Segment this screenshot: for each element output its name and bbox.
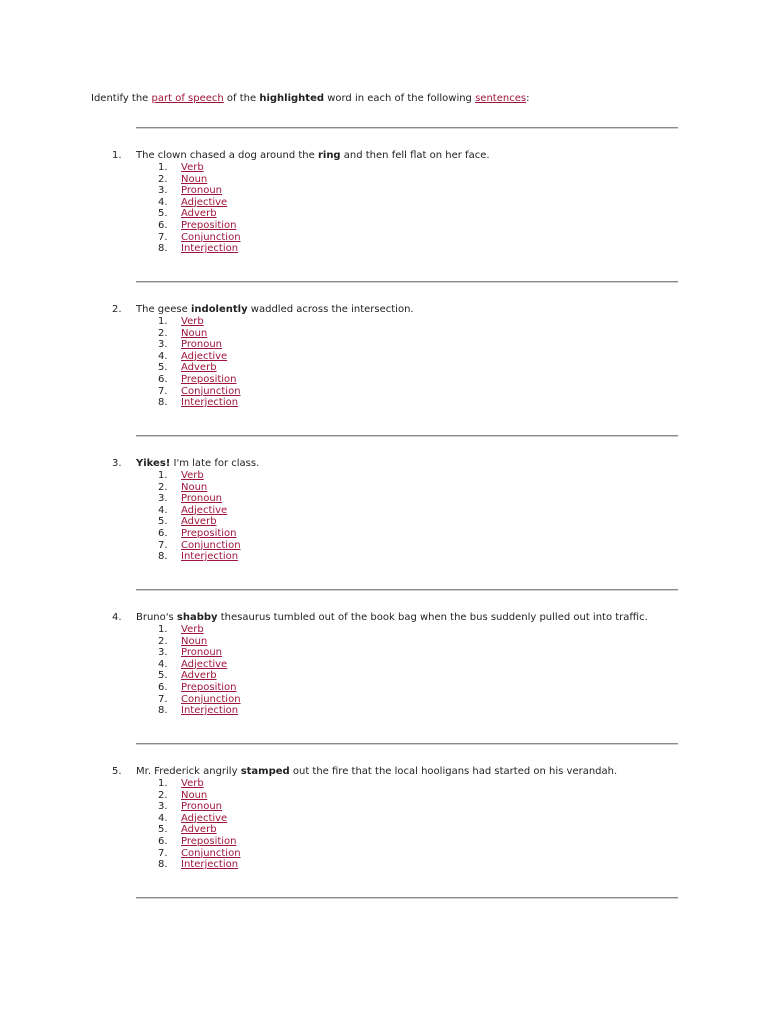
- highlighted-word: Yikes!: [136, 458, 171, 469]
- option-link-adverb[interactable]: Adverb: [181, 516, 217, 528]
- option-number: 8.: [158, 397, 168, 409]
- question-number: 1.: [112, 150, 122, 161]
- option-number: 7.: [158, 693, 168, 705]
- option-number: 5.: [158, 208, 168, 220]
- option-link-interjection[interactable]: Interjection: [181, 551, 239, 563]
- instructions-prefix: Identify the: [91, 93, 152, 104]
- sentence-before: The clown chased a dog around the: [136, 150, 318, 161]
- question-sentence: [136, 766, 617, 778]
- question-sentence: [136, 150, 490, 162]
- option-link-conjunction[interactable]: Conjunction: [181, 385, 241, 397]
- option-link-interjection[interactable]: Interjection: [181, 859, 239, 871]
- option-number: 2.: [158, 635, 168, 647]
- question-sentence: [136, 458, 259, 470]
- question-sentence: [136, 304, 414, 316]
- option-link-adverb[interactable]: Adverb: [181, 362, 217, 374]
- sentence-after: waddled across the intersection.: [247, 304, 414, 315]
- option-number: 5.: [158, 670, 168, 682]
- divider: [136, 127, 678, 129]
- instructions-suffix: :: [526, 93, 530, 104]
- option-number: 1.: [158, 624, 168, 635]
- option-link-noun[interactable]: Noun: [181, 789, 208, 801]
- sentence-before: Bruno's: [136, 612, 177, 623]
- option-number: 6.: [158, 220, 168, 231]
- option-number: 5.: [158, 362, 168, 374]
- option-link-verb[interactable]: Verb: [181, 778, 204, 789]
- option-link-pronoun[interactable]: Pronoun: [181, 801, 222, 813]
- option-number: 2.: [158, 173, 168, 185]
- option-number: 1.: [158, 470, 168, 481]
- option-number: 4.: [158, 812, 168, 824]
- option-number: 5.: [158, 824, 168, 836]
- option-number: 7.: [158, 539, 168, 551]
- instructions-mid2: word in each of the following: [324, 93, 476, 104]
- option-link-pronoun[interactable]: Pronoun: [181, 493, 222, 505]
- option-number: 8.: [158, 859, 168, 871]
- question-number: 5.: [112, 766, 122, 777]
- option-link-conjunction[interactable]: Conjunction: [181, 231, 241, 243]
- sentences-link[interactable]: sentences: [475, 93, 527, 104]
- option-number: 4.: [158, 504, 168, 516]
- question-number: 3.: [112, 458, 122, 469]
- part-of-speech-link[interactable]: part of speech: [151, 93, 224, 104]
- option-number: 3.: [158, 647, 168, 659]
- option-number: 3.: [158, 339, 168, 351]
- option-number: 7.: [158, 231, 168, 243]
- highlighted-word: ring: [317, 150, 341, 161]
- instructions-mid1: of the: [223, 93, 260, 104]
- question-number: 4.: [112, 612, 122, 623]
- option-number: 3.: [158, 493, 168, 505]
- option-number: 6.: [158, 836, 168, 847]
- sentence-before: The geese: [136, 304, 191, 315]
- sentence-after: and then fell flat on her face.: [340, 150, 490, 161]
- option-link-adjective[interactable]: Adjective: [181, 350, 228, 362]
- option-number: 2.: [158, 481, 168, 493]
- option-link-verb[interactable]: Verb: [181, 470, 204, 481]
- option-link-noun[interactable]: Noun: [181, 481, 208, 493]
- highlighted-word: indolently: [190, 304, 248, 315]
- option-link-verb[interactable]: Verb: [181, 316, 204, 327]
- highlighted-word: stamped: [240, 766, 290, 777]
- option-number: 4.: [158, 350, 168, 362]
- option-link-interjection[interactable]: Interjection: [181, 397, 239, 409]
- option-link-pronoun[interactable]: Pronoun: [181, 185, 222, 197]
- option-link-adjective[interactable]: Adjective: [181, 196, 228, 208]
- option-link-verb[interactable]: Verb: [181, 162, 204, 173]
- option-number: 4.: [158, 196, 168, 208]
- divider: [136, 435, 678, 437]
- sentence-after: I'm late for class.: [170, 458, 260, 469]
- sentence-before: Mr. Frederick angrily: [136, 766, 241, 777]
- option-link-preposition[interactable]: Preposition: [181, 220, 237, 231]
- option-number: 3.: [158, 185, 168, 197]
- option-link-adverb[interactable]: Adverb: [181, 824, 217, 836]
- option-link-noun[interactable]: Noun: [181, 327, 208, 339]
- option-link-noun[interactable]: Noun: [181, 173, 208, 185]
- option-link-conjunction[interactable]: Conjunction: [181, 847, 241, 859]
- option-number: 7.: [158, 385, 168, 397]
- divider: [136, 589, 678, 591]
- option-link-pronoun[interactable]: Pronoun: [181, 647, 222, 659]
- option-link-conjunction[interactable]: Conjunction: [181, 539, 241, 551]
- option-link-adverb[interactable]: Adverb: [181, 670, 217, 682]
- question-number: 2.: [112, 304, 122, 315]
- option-link-pronoun[interactable]: Pronoun: [181, 339, 222, 351]
- option-number: 2.: [158, 789, 168, 801]
- option-number: 3.: [158, 801, 168, 813]
- instructions: [91, 93, 529, 105]
- highlighted-word: shabby: [176, 612, 218, 623]
- highlighted-word-label: highlighted: [259, 93, 325, 104]
- option-link-adjective[interactable]: Adjective: [181, 504, 228, 516]
- option-link-preposition[interactable]: Preposition: [181, 836, 237, 847]
- option-number: 1.: [158, 778, 168, 789]
- divider: [136, 897, 678, 899]
- option-link-verb[interactable]: Verb: [181, 624, 204, 635]
- question-sentence: [136, 612, 648, 624]
- option-link-preposition[interactable]: Preposition: [181, 528, 237, 539]
- option-link-adjective[interactable]: Adjective: [181, 658, 228, 670]
- option-number: 1.: [158, 162, 168, 173]
- divider: [136, 281, 678, 283]
- option-number: 7.: [158, 847, 168, 859]
- option-number: 4.: [158, 658, 168, 670]
- option-link-noun[interactable]: Noun: [181, 635, 208, 647]
- sentence-after: thesaurus tumbled out of the book bag when the bus suddenly pulled out into traffic.: [217, 612, 648, 623]
- option-number: 8.: [158, 705, 168, 717]
- option-number: 5.: [158, 516, 168, 528]
- option-number: 8.: [158, 551, 168, 563]
- option-link-adjective[interactable]: Adjective: [181, 812, 228, 824]
- option-number: 6.: [158, 682, 168, 693]
- option-link-adverb[interactable]: Adverb: [181, 208, 217, 220]
- option-link-conjunction[interactable]: Conjunction: [181, 693, 241, 705]
- option-number: 8.: [158, 243, 168, 255]
- option-link-interjection[interactable]: Interjection: [181, 705, 239, 717]
- divider: [136, 743, 678, 745]
- option-link-preposition[interactable]: Preposition: [181, 682, 237, 693]
- sentence-after: out the fire that the local hooligans had started on his verandah.: [289, 766, 618, 777]
- option-link-interjection[interactable]: Interjection: [181, 243, 239, 255]
- option-number: 6.: [158, 528, 168, 539]
- option-number: 6.: [158, 374, 168, 385]
- option-number: 2.: [158, 327, 168, 339]
- option-number: 1.: [158, 316, 168, 327]
- option-link-preposition[interactable]: Preposition: [181, 374, 237, 385]
